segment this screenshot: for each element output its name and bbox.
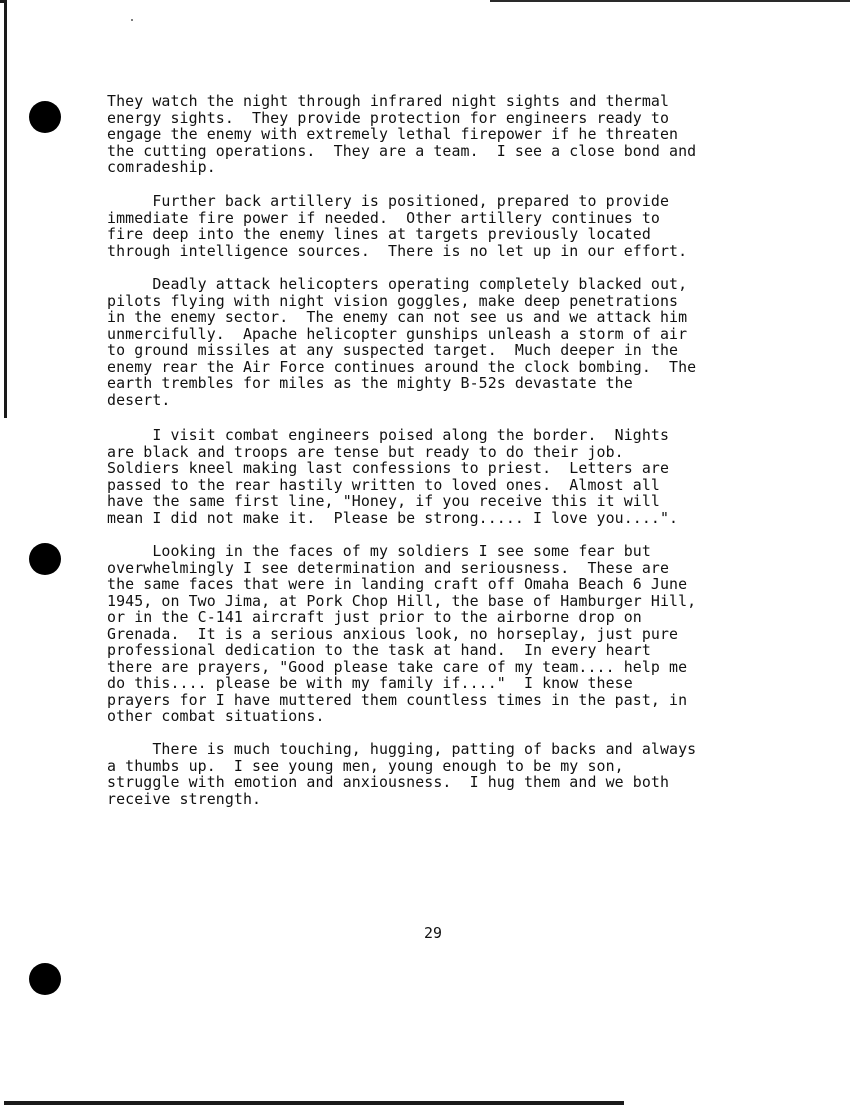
paragraph-combat-engineers: I visit combat engineers poised along the border. Nights are black and troops are tense but ready to do their job. Soldiers kneel making last confessions to priest. Letters are passed to the rear hastily written to loved ones. Almost all have the same first line, "Honey, if you receive this it will mean I did not make it. Please be strong..... I love you....".	[107, 426, 679, 527]
paragraph-touching: There is much touching, hugging, patting of backs and always a thumbs up. I see young men, young enough to be my son, struggle with emotion and anxiousness. I hug them and we both receive strength.	[107, 740, 697, 808]
paragraph-soldiers-faces: Looking in the faces of my soldiers I see some fear but overwhelmingly I see determination and seriousness. These are the same faces that were in landing craft off Omaha Beach 6 June 1945, on Two Jima, at Pork Chop Hill, the base of Hamburger Hill, or in the C-141 aircraft just prior to the airborne drop on Grenada. It is a serious anxious look, no horseplay, just pure professional dedication to the task at hand. In every heart there are prayers, "Good please take care of my team.... help me do this.... please be with my family if...." I know these prayers for I have muttered them countless times in the past, in other combat situations.	[107, 542, 697, 725]
punch-hole-middle	[29, 543, 61, 575]
scan-speck	[131, 19, 133, 21]
scan-corner-mark	[0, 0, 7, 3]
paragraph-night-sights: They watch the night through infrared night sights and thermal energy sights. They provide protection for engineers ready to engage the enemy with extremely lethal firepower if he threaten the cutting operations. They are a team. I see a close bond and comradeship.	[107, 92, 697, 176]
paragraph-artillery: Further back artillery is positioned, prepared to provide immediate fire power if needed. Other artillery continues to fire deep into the enemy lines at targets previously located through intelligence sources. There is no let up in our effort.	[107, 192, 688, 260]
page-number: 29	[424, 924, 442, 942]
scan-left-border	[4, 0, 7, 418]
scan-top-border	[490, 0, 850, 2]
scan-bottom-border	[4, 1101, 624, 1105]
punch-hole-top	[29, 101, 61, 133]
paragraph-helicopters: Deadly attack helicopters operating completely blacked out, pilots flying with night vision goggles, make deep penetrations in the enemy sector. The enemy can not see us and we attack him unmercifully. Apache helicopter gunships unleash a storm of air to ground missiles at any suspected target. Much deeper in the enemy rear the Air Force continues around the clock bombing. The earth trembles for miles as the mighty B-52s devastate the desert.	[107, 275, 697, 409]
punch-hole-bottom	[29, 963, 61, 995]
